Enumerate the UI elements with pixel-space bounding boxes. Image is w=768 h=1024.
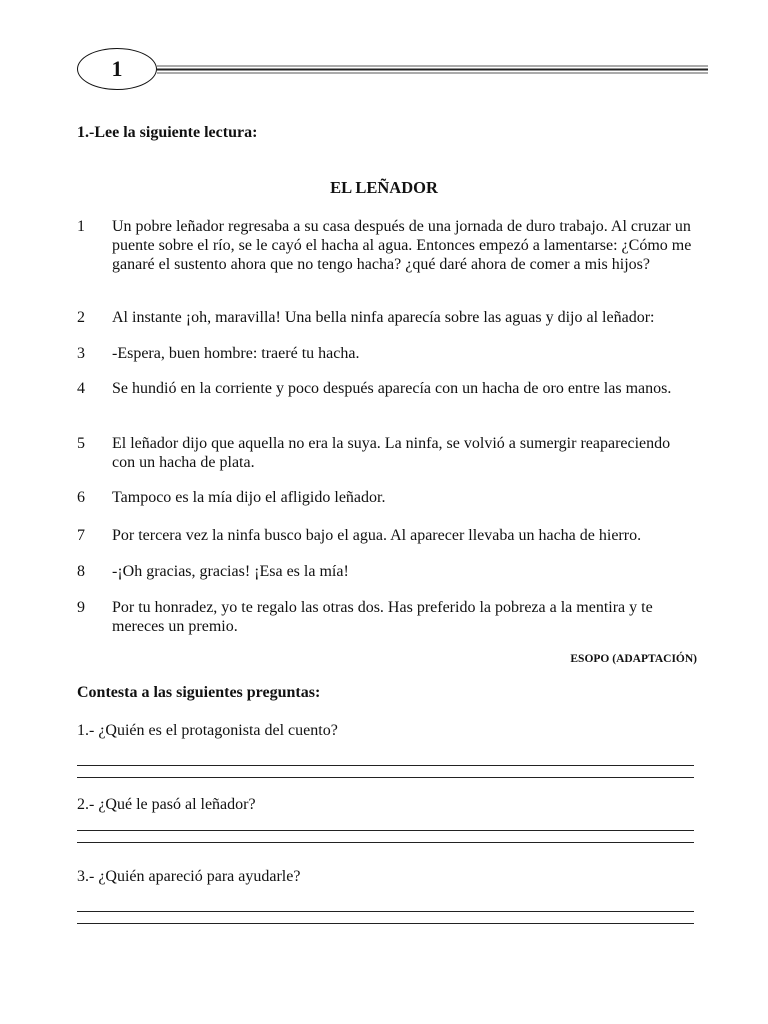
story-paragraph <box>77 434 697 472</box>
paragraph-text: Por tercera vez la ninfa busco bajo el agua. Al aparecer llevaba un hacha de hierro. <box>112 527 642 544</box>
reading-instruction: 1.-Lee la siguiente lectura: <box>77 124 258 141</box>
story-paragraph <box>77 379 697 398</box>
answer-line[interactable] <box>77 911 694 912</box>
answer-line[interactable] <box>77 765 694 766</box>
page-header <box>0 0 768 110</box>
paragraph-number: 6 <box>77 489 85 506</box>
story-title: EL LEÑADOR <box>330 178 438 197</box>
question-2: 2.- ¿Qué le pasó al leñador? <box>77 796 256 813</box>
answer-line[interactable] <box>77 777 694 778</box>
answer-line[interactable] <box>77 923 694 924</box>
paragraph-number: 5 <box>77 435 85 452</box>
paragraph-number: 8 <box>77 563 85 580</box>
story-paragraph <box>77 308 697 327</box>
story-paragraph <box>77 562 697 581</box>
paragraph-number: 3 <box>77 345 85 362</box>
paragraph-number: 4 <box>77 380 85 397</box>
paragraph-text: Por tu honradez, yo te regalo las otras dos. Has preferido la pobreza a la mentira y te mereces un premio. <box>112 599 653 635</box>
paragraph-number: 1 <box>77 218 85 235</box>
story-paragraph <box>77 598 697 636</box>
questions-heading: Contesta a las siguientes preguntas: <box>77 684 321 701</box>
answer-line[interactable] <box>77 830 694 831</box>
story-paragraph <box>77 526 697 545</box>
story-paragraph <box>77 488 697 507</box>
paragraph-number: 9 <box>77 599 85 616</box>
paragraph-text: El leñador dijo que aquella no era la suya. La ninfa, se volvió a sumergir reapareciendo con un hacha de plata. <box>112 435 671 471</box>
story-attribution: ESOPO (ADAPTACIÓN) <box>570 653 697 665</box>
question-1: 1.- ¿Quién es el protagonista del cuento? <box>77 722 338 739</box>
answer-line[interactable] <box>77 842 694 843</box>
page-number: 1 <box>111 56 123 81</box>
paragraph-text: Se hundió en la corriente y poco después aparecía con un hacha de oro entre las manos. <box>112 380 672 397</box>
paragraph-number: 7 <box>77 527 85 544</box>
paragraph-text: Un pobre leñador regresaba a su casa después de una jornada de duro trabajo. Al cruzar un puente sobre el río, se le cayó el hacha al agua. Entonces empezó a lamentarse: ¿Cómo me ganaré el sustento ahora que no tengo hacha? ¿qué daré ahora de comer a mis hijos? <box>112 218 692 273</box>
paragraph-number: 2 <box>77 309 85 326</box>
paragraph-text: Al instante ¡oh, maravilla! Una bella ninfa aparecía sobre las aguas y dijo al leñador: <box>112 309 655 326</box>
page-number-badge <box>77 48 157 90</box>
story-paragraph <box>77 217 697 274</box>
paragraph-text: -¡Oh gracias, gracias! ¡Esa es la mía! <box>112 563 349 580</box>
header-rule <box>157 63 708 75</box>
question-3: 3.- ¿Quién apareció para ayudarle? <box>77 868 301 885</box>
paragraph-text: Tampoco es la mía dijo el afligido leñador. <box>112 489 386 506</box>
paragraph-text: -Espera, buen hombre: traeré tu hacha. <box>112 345 360 362</box>
story-paragraph <box>77 344 697 363</box>
